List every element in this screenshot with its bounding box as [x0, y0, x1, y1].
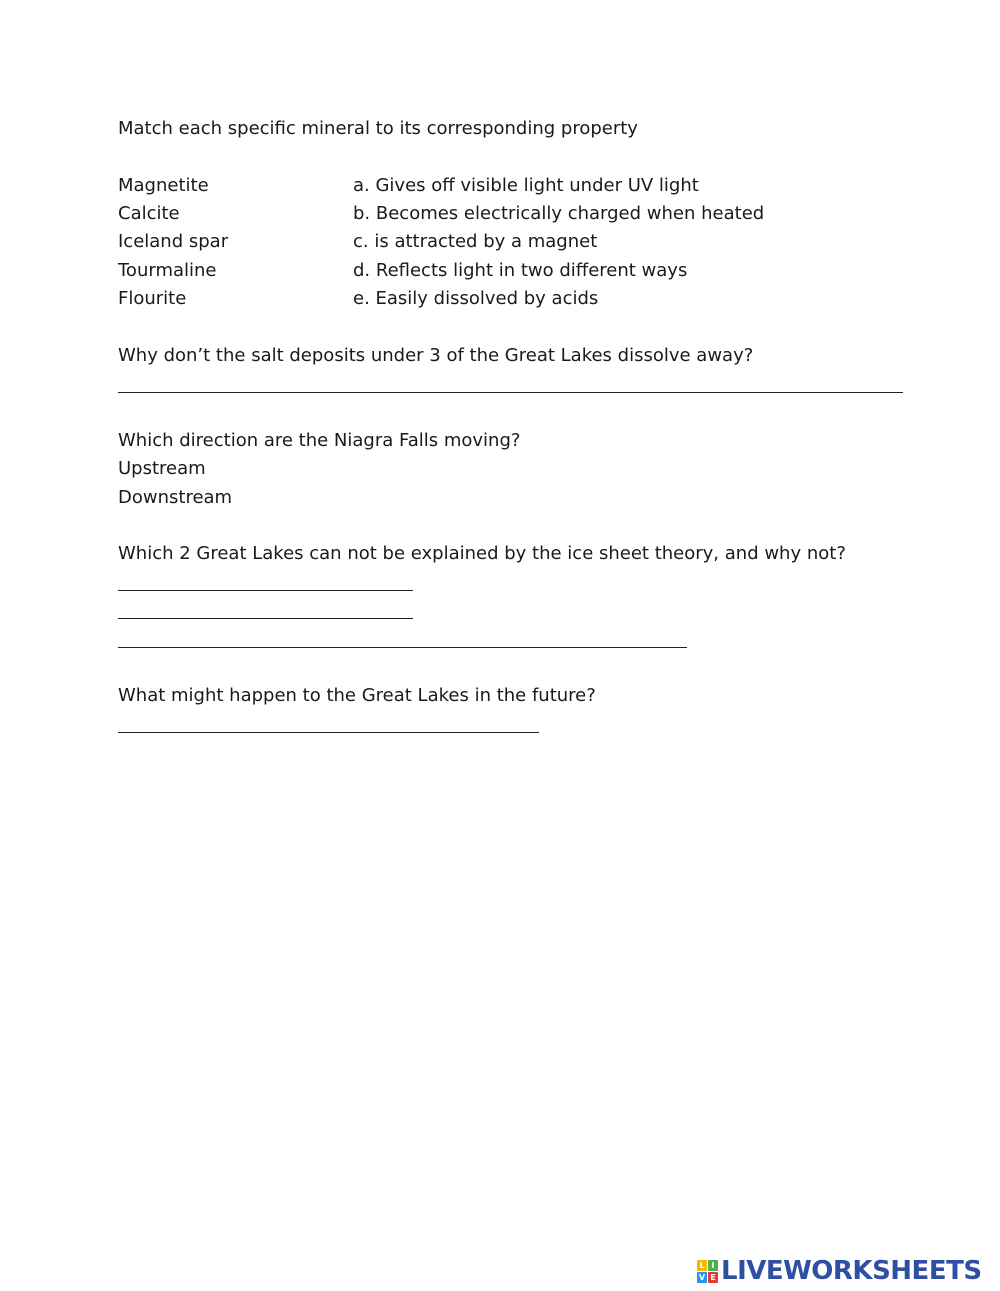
instructions: Match each specific mineral to its corresponding property: [118, 118, 638, 139]
question-niagara-direction: Which direction are the Niagra Falls moving?: [118, 430, 521, 451]
option-downstream[interactable]: Downstream: [118, 487, 233, 508]
logo-mark-letter: L: [697, 1260, 707, 1271]
property-item: a. Gives off visible light under UV light: [353, 175, 699, 196]
logo-mark-letter: I: [708, 1260, 718, 1271]
property-item: b. Becomes electrically charged when heated: [353, 203, 765, 224]
mineral-item: Tourmaline: [118, 260, 217, 281]
question-future: What might happen to the Great Lakes in the future?: [118, 685, 596, 706]
logo-text: LIVEWORKSHEETS: [721, 1256, 982, 1286]
answer-line[interactable]: [118, 590, 413, 591]
mineral-item: Magnetite: [118, 175, 209, 196]
property-item: d. Reflects light in two different ways: [353, 260, 688, 281]
mineral-item: Flourite: [118, 288, 187, 309]
property-item: e. Easily dissolved by acids: [353, 288, 599, 309]
option-upstream[interactable]: Upstream: [118, 458, 206, 479]
answer-line[interactable]: [118, 392, 903, 393]
answer-line[interactable]: [118, 647, 687, 648]
logo-mark-icon: [697, 1260, 718, 1283]
answer-line[interactable]: [118, 732, 539, 733]
question-ice-sheet-theory: Which 2 Great Lakes can not be explained by the ice sheet theory, and why not?: [118, 543, 846, 564]
property-item: c. is attracted by a magnet: [353, 231, 598, 252]
question-salt-deposits: Why don’t the salt deposits under 3 of the Great Lakes dissolve away?: [118, 345, 754, 366]
mineral-item: Calcite: [118, 203, 180, 224]
logo-mark-letter: E: [708, 1272, 718, 1283]
liveworksheets-logo: [697, 1256, 982, 1286]
logo-mark-letter: V: [698, 1272, 706, 1282]
answer-line[interactable]: [118, 618, 413, 619]
mineral-item: Iceland spar: [118, 231, 229, 252]
